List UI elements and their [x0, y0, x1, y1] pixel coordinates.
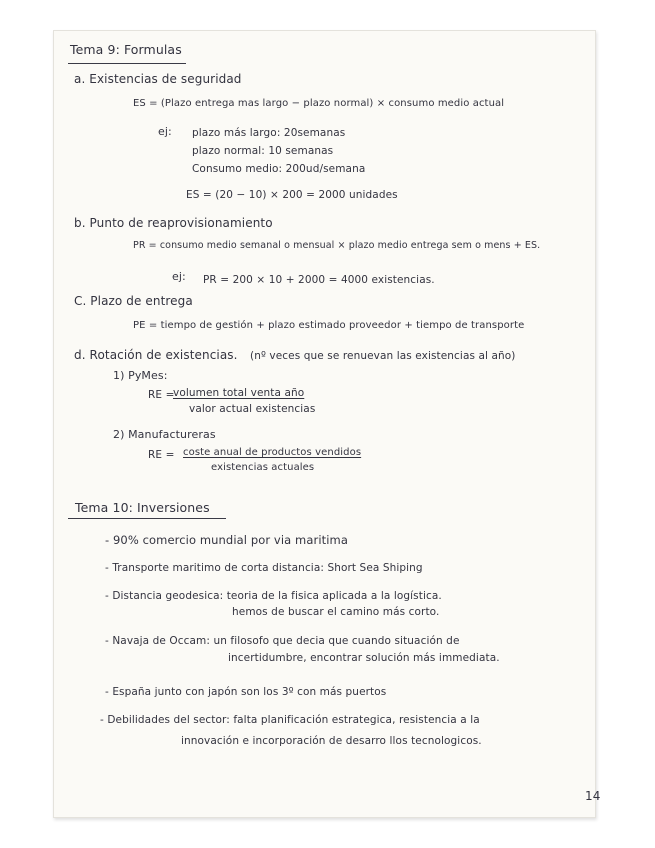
section-c-heading: C. Plazo de entrega [74, 294, 193, 308]
section-a-ej-label: ej: [158, 125, 172, 138]
tema10-bullet-6: - Debilidades del sector: falta planificación estrategica, resistencia a la [100, 714, 480, 726]
pymes-fraction [173, 387, 315, 415]
tema9-title: Tema 9: Formulas [70, 42, 182, 57]
tema9-title-underline [68, 63, 186, 64]
tema10-bullet-4-cont: incertidumbre, encontrar solución más immediata. [228, 652, 500, 664]
tema10-bullet-2: - Transporte maritimo de corta distancia: Short Sea Shiping [105, 562, 423, 574]
section-a-formula: ES = (Plazo entrega mas largo − plazo normal) × consumo medio actual [133, 98, 505, 109]
pymes-denominator: valor actual existencias [189, 403, 316, 415]
manufactureras-denominator: existencias actuales [211, 462, 315, 473]
manufactureras-label: 2) Manufactureras [113, 428, 216, 441]
manufactureras-numerator: coste anual de productos vendidos [183, 447, 362, 458]
section-a-heading: a. Existencias de seguridad [74, 72, 242, 86]
section-d-heading: d. Rotación de existencias. [74, 348, 238, 362]
section-a-ej-line3: Consumo medio: 200ud/semana [192, 163, 366, 175]
section-b-heading: b. Punto de reaprovisionamiento [74, 216, 273, 230]
pymes-prefix: RE = [148, 389, 175, 401]
section-a-ej-line2: plazo normal: 10 semanas [192, 145, 334, 157]
tema10-bullet-5: - España junto con japón son los 3º con más puertos [105, 686, 387, 698]
tema10-title: Tema 10: Inversiones [75, 500, 210, 515]
section-b-formula: PR = consumo medio semanal o mensual × plazo medio entrega sem o mens + ES. [133, 240, 541, 251]
tema10-bullet-6-cont: innovación e incorporación de desarro llos tecnologicos. [181, 735, 482, 747]
manufactureras-prefix: RE = [148, 449, 175, 461]
section-a-ej-line1: plazo más largo: 20semanas [192, 127, 346, 139]
pymes-numerator: volumen total venta año [173, 387, 305, 399]
section-d-note: (nº veces que se renuevan las existencias al año) [250, 350, 516, 362]
section-c-formula: PE = tiempo de gestión + plazo estimado proveedor + tiempo de transporte [133, 320, 525, 331]
tema10-bullet-4: - Navaja de Occam: un filosofo que decia que cuando situación de [105, 635, 460, 647]
tema10-title-underline [68, 518, 226, 519]
page-number: 14 [585, 789, 601, 803]
section-a-result: ES = (20 − 10) × 200 = 2000 unidades [186, 189, 398, 201]
tema10-bullet-1: - 90% comercio mundial por via maritima [105, 533, 348, 547]
pymes-label: 1) PyMes: [113, 369, 168, 382]
tema10-bullet-3-cont: hemos de buscar el camino más corto. [232, 606, 440, 618]
manufactureras-fraction [183, 447, 361, 473]
section-b-ej: PR = 200 × 10 + 2000 = 4000 existencias. [203, 274, 435, 286]
section-b-ej-label: ej: [172, 270, 186, 283]
tema10-bullet-3: - Distancia geodesica: teoria de la fisica aplicada a la logística. [105, 590, 442, 602]
